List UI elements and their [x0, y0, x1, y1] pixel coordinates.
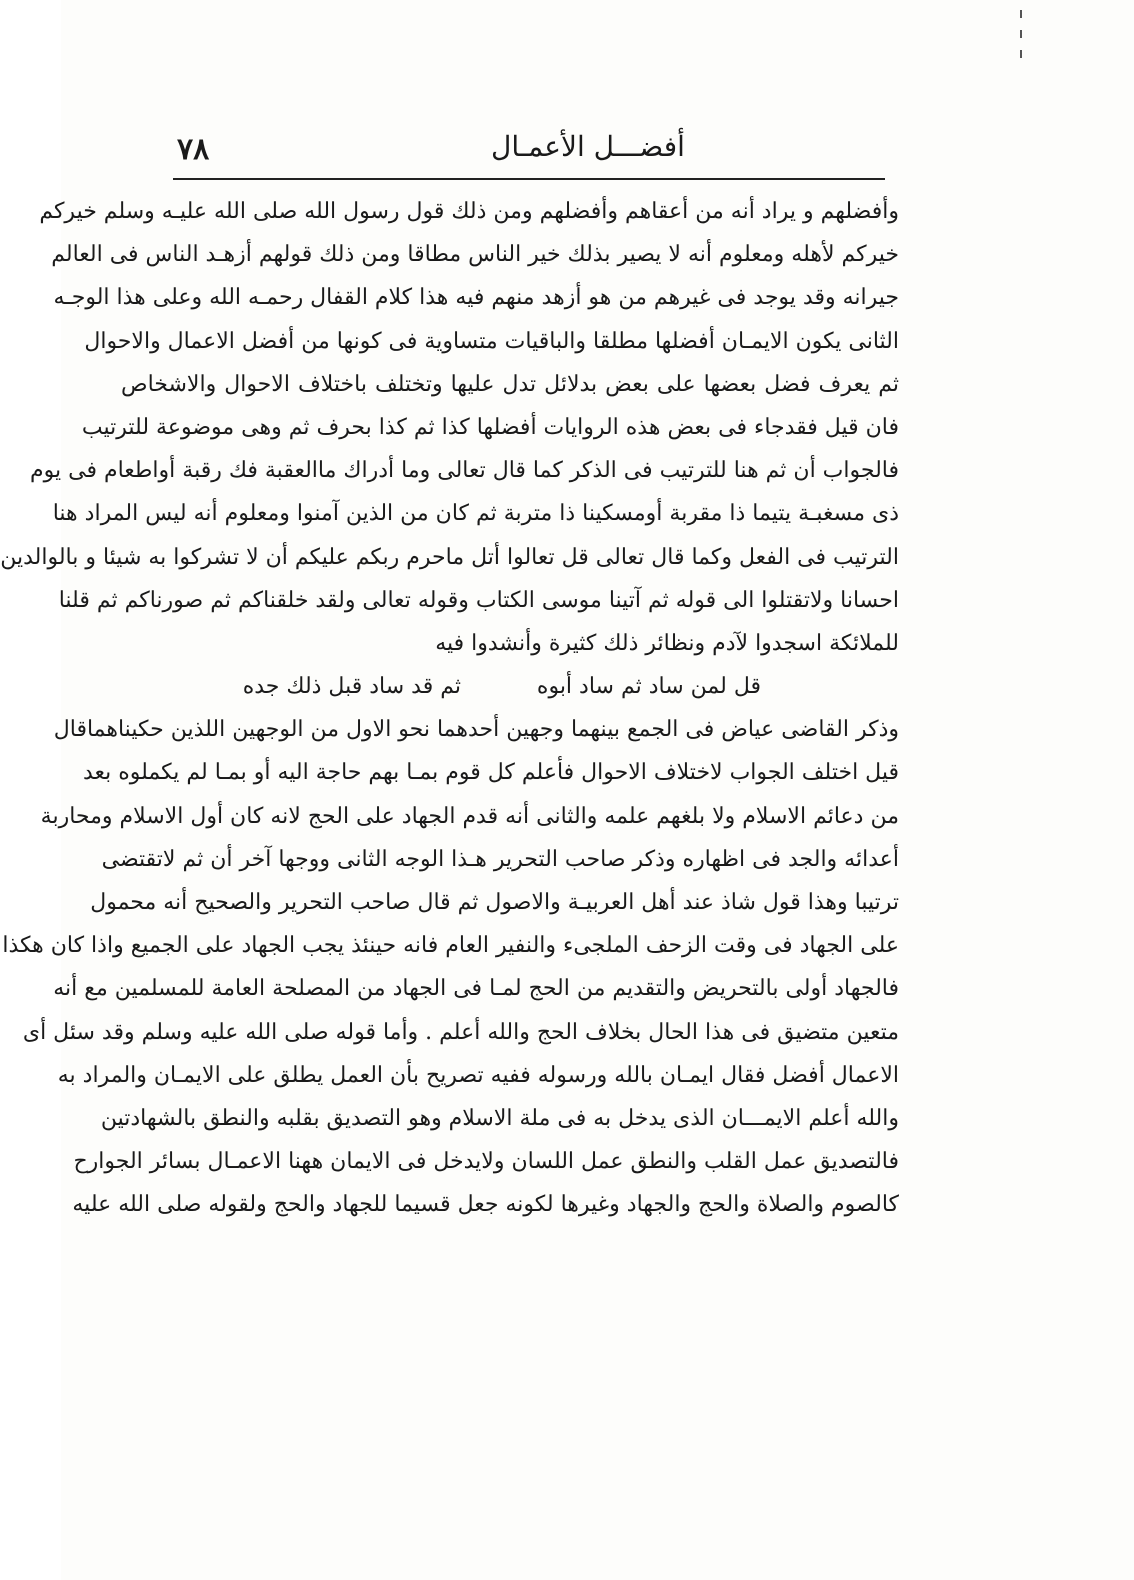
- text-line: كالصوم والصلاة والحج والجهاد وغيرها لكونه جعل قسيما للجهاد والحج ولقوله صلى الله عليه: [72, 1192, 899, 1218]
- scan-mark: [1020, 30, 1022, 38]
- text-line: من دعائم الاسلام ولا بلغهم علمه والثانى أنه قدم الجهاد على الحج لانه كان أول الاسلام ومحاربة: [40, 803, 899, 829]
- verse-first-hemistich: قل لمن ساد ثم ساد أبوه: [536, 674, 761, 700]
- running-title: أفضـــل الأعمـال: [491, 130, 685, 163]
- scan-artifact-marks: [1018, 10, 1022, 70]
- text-line: أعدائه والجد فى اظهاره وذكر صاحب التحرير هـذا الوجه الثانى ووجها آخر أن ثم لاتقتضى: [101, 846, 899, 872]
- text-line: الثانى يكون الايمـان أفضلها مطلقا والباقيات متساوية فى كونها من أفضل الاعمال والاحوال: [84, 328, 899, 354]
- verse-second-hemistich: ثم قد ساد قبل ذلك جده: [242, 674, 461, 700]
- page-body: [0, 190, 899, 1227]
- text-line: قيل اختلف الجواب لاختلاف الاحوال فأعلم كل قوم بمـا بهم حاجة اليه أو بمـا لم يكملوه بعد: [82, 760, 899, 786]
- text-line: وذكر القاضى عياض فى الجمع بينهما وجهين أحدهما نحو الاول من الوجهين اللذين حكيناهماقال: [53, 717, 899, 743]
- text-line: متعين متضيق فى هذا الحال بخلاف الحج والله أعلم . وأما قوله صلى الله عليه وسلم وقد سئل أى: [22, 1019, 899, 1045]
- text-line: احسانا ولاتقتلوا الى قوله ثم آتينا موسى الكتاب وقوله تعالى ولقد خلقناكم ثم صورناكم ثم قلنا: [58, 587, 899, 613]
- text-line: فالجهاد أولى بالتحريض والتقديم من الحج لمـا فى الجهاد من المصلحة العامة للمسلمين مع أنه: [53, 976, 899, 1002]
- text-line: ذى مسغبـة يتيما ذا مقربة أومسكينا ذا متربة ثم كان من الذين آمنوا ومعلوم أنه ليس المراد هنا: [52, 501, 899, 527]
- text-line: ثم يعرف فضل بعضها على بعض بدلائل تدل عليها وتختلف باختلاف الاحوال والاشخاص: [121, 371, 899, 397]
- text-line: جيرانه وقد يوجد فى غيرهم من هو أزهد منهم فيه هذا كلام القفال رحمـه الله وعلى هذا الوجـه: [53, 285, 899, 311]
- text-line: للملائكة اسجدوا لآدم ونظائر ذلك كثيرة وأنشدوا فيه: [435, 630, 899, 656]
- text-line: خيركم لأهله ومعلوم أنه لا يصير بذلك خير الناس مطاقا ومن ذلك قولهم أزهـد الناس فى العالم: [51, 242, 899, 268]
- text-line: الترتيب فى الفعل وكما قال تعالى قل تعالوا أتل ماحرم ربكم عليكم أن لا تشركوا به شيئا و بالوالدين: [0, 544, 899, 570]
- header-rule: [173, 178, 885, 180]
- text-line: على الجهاد فى وقت الزحف الملجىء والنفير العام فانه حينئذ يجب الجهاد على الجميع واذا كان هكذا: [2, 933, 899, 959]
- scan-mark: [1020, 10, 1022, 18]
- text-line: الاعمال أفضل فقال ايمـان بالله ورسوله ففيه تصريح بأن العمل يطلق على الايمـان والمراد به: [57, 1062, 899, 1088]
- text-line: وأفضلهم و يراد أنه من أعقاهم وأفضلهم ومن ذلك قول رسول الله صلى الله عليـه وسلم خيركم: [39, 199, 899, 224]
- text-line: ترتيبا وهذا قول شاذ عند أهل العربيـة والاصول ثم قال صاحب التحرير والصحيح أنه محمول: [90, 890, 899, 915]
- text-line: فان قيل فقدجاء فى بعض هذه الروايات أفضلها كذا ثم كذا بحرف ثم وهى موضوعة للترتيب: [81, 414, 899, 440]
- page-header: [171, 128, 883, 172]
- text-line: فالجواب أن ثم هنا للترتيب فى الذكر كما قال تعالى وما أدراك ماالعقبة فك رقبة أواطعام فى يوم: [30, 458, 899, 484]
- text-line: والله أعلم الايمـــان الذى يدخل به فى ملة الاسلام وهو التصديق بقلبه والنطق بالشهادتين: [100, 1105, 899, 1131]
- poetry-verse: [121, 665, 899, 708]
- text-line: فالتصديق عمل القلب والنطق عمل اللسان ولايدخل فى الايمان ههنا الاعمـال بسائر الجوارح: [73, 1149, 899, 1175]
- scan-mark: [1020, 50, 1022, 58]
- page-number: ٧٨: [177, 132, 210, 167]
